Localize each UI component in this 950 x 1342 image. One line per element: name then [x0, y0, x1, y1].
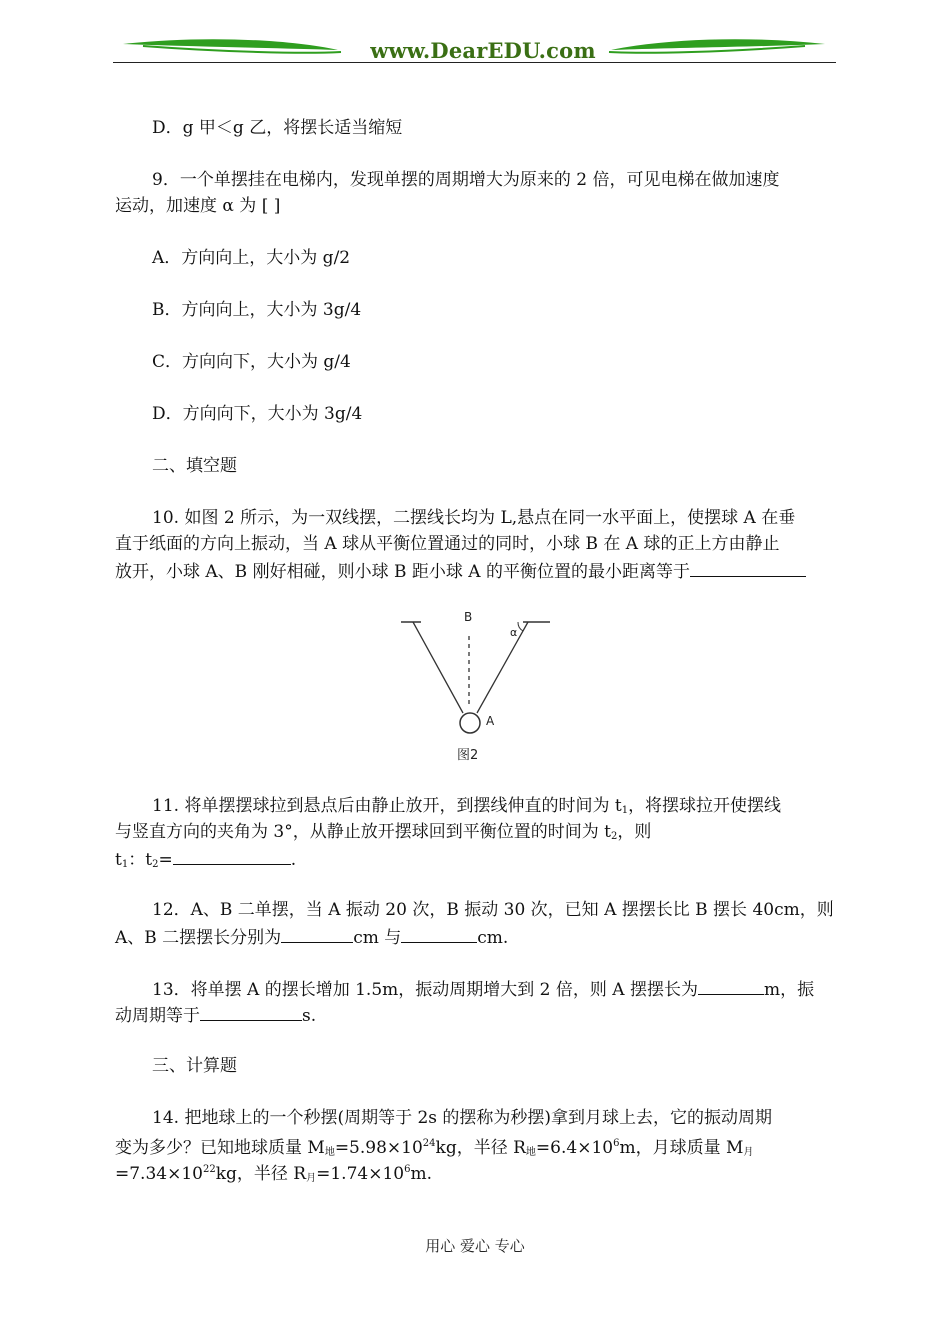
site-title: www.DearEDU.com: [370, 38, 596, 63]
q13-line2-part-a: 动周期等于: [115, 1006, 200, 1026]
q12-line2-part-b: cm 与: [353, 928, 402, 948]
label-angle-alpha: α: [510, 626, 518, 639]
q14-line3-part-a: =7.34×10: [115, 1164, 203, 1184]
q14-line2-part-b: =5.98×10: [334, 1138, 423, 1158]
q14-line3-sub-moon: 月: [306, 1173, 317, 1184]
q11-line1-sub: 1: [621, 805, 629, 816]
q9-option-d: D．方向向下，大小为 3g/4: [152, 404, 363, 424]
q11-answer-blank[interactable]: [173, 848, 291, 865]
q12-answer-blank-1[interactable]: [281, 926, 353, 943]
q11-line3-t: t: [115, 850, 122, 870]
q14-text-line2: [115, 1134, 753, 1163]
q14-line3-sup-22: 22: [202, 1164, 216, 1175]
q14-line2-sub-moon: 月: [743, 1147, 754, 1158]
label-ball-b: B: [464, 610, 473, 624]
q14-text-line1: 14. 把地球上的一个秒摆(周期等于 2s 的摆称为秒摆)拿到月球上去，它的振动周期: [152, 1108, 773, 1128]
q11-line2-part-a: 与竖直方向的夹角为 3°，从静止放开摆球回到平衡位置的时间为 t: [115, 822, 611, 842]
q13-line1-part-a: 13．将单摆 A 的摆长增加 1.5m，振动周期增大到 2 倍，则 A 摆摆长为: [152, 980, 698, 1000]
q10-text-line2: 直于纸面的方向上振动，当 A 球从平衡位置通过的同时，小球 B 在 A 球的正上方由静止: [115, 534, 780, 554]
q14-line3-part-b: kg，半径 R: [215, 1164, 307, 1184]
q14-line2-sub-earth: 地: [324, 1147, 335, 1158]
q12-text-line2: [115, 926, 508, 948]
q11-text-line2: [115, 822, 651, 847]
q12-line2-part-a: A、B 二摆摆长分别为: [115, 928, 282, 948]
q12-answer-blank-2[interactable]: [401, 926, 477, 943]
q11-text-line1: [152, 796, 781, 821]
q13-text-line1: [152, 978, 814, 1000]
q14-line3-part-c: =1.74×10: [316, 1164, 405, 1184]
header-banner: [113, 30, 836, 70]
q13-text-line2: [115, 1004, 316, 1026]
q9-option-c: C．方向向下，大小为 g/4: [152, 352, 351, 372]
q12-line2-part-c: cm.: [477, 928, 509, 948]
q13-line1-part-b: m，振: [763, 980, 815, 1000]
q9-text-line1: 9．一个单摆挂在电梯内，发现单摆的周期增大为原来的 2 倍，可见电梯在做加速度: [152, 170, 780, 190]
q14-line2-part-d: =6.4×10: [535, 1138, 614, 1158]
q14-line3-part-d: m.: [410, 1164, 432, 1184]
q11-line3-colon: ：t: [128, 850, 153, 870]
q14-line2-sub-earth-2: 地: [525, 1147, 536, 1158]
q11-line3-sub1: 1: [121, 859, 129, 870]
q10-text-line3-content: 放开，小球 A、B 刚好相碰，则小球 B 距小球 A 的平衡位置的最小距离等于: [115, 562, 690, 582]
q14-line3-sup-6: 6: [404, 1164, 411, 1175]
section-heading-calculation: 三、计算题: [152, 1056, 237, 1076]
q14-line2-sup-6: 6: [613, 1138, 620, 1149]
q14-line2-part-c: kg，半径 R: [435, 1138, 526, 1158]
q14-line2-part-e: m，月球质量 M: [619, 1138, 744, 1158]
q11-text-line3: [115, 848, 296, 875]
q14-text-line3: [115, 1160, 432, 1189]
q11-line2-sub: 2: [610, 831, 618, 842]
q10-answer-blank[interactable]: [690, 560, 806, 577]
q9-option-b: B．方向向上，大小为 3g/4: [152, 300, 362, 320]
q13-answer-blank-1[interactable]: [698, 978, 764, 995]
label-ball-a: A: [486, 714, 495, 728]
q14-line2-part-a: 变为多少？已知地球质量 M: [115, 1138, 325, 1158]
figure-2: [395, 606, 555, 766]
q11-line3-eq: =: [158, 850, 173, 870]
q9-text-line2: 运动，加速度 α 为 [ ]: [115, 196, 281, 216]
figure-caption: 图2: [457, 748, 479, 763]
q11-line3-end: .: [290, 850, 297, 870]
page-footer: 用心 爱心 专心: [425, 1237, 525, 1255]
q11-line3-sub2: 2: [152, 859, 159, 870]
section-heading-fill-blank: 二、填空题: [152, 456, 237, 476]
q10-text-line3: [115, 560, 806, 582]
q8-option-d: D．g 甲＜g 乙，将摆长适当缩短: [152, 118, 403, 138]
q9-option-a: A．方向向上，大小为 g/2: [152, 248, 351, 268]
q11-line1-part-a: 11. 将单摆摆球拉到悬点后由静止放开，到摆线伸直的时间为 t: [152, 796, 622, 816]
header-divider: [113, 62, 836, 63]
q14-line2-sup-24: 24: [422, 1138, 436, 1149]
q12-text-line1: 12．A、B 二单摆，当 A 振动 20 次，B 振动 30 次，已知 A 摆摆长比 B 摆长 40cm，则: [152, 900, 834, 920]
q13-answer-blank-2[interactable]: [200, 1004, 302, 1021]
double-pendulum-diagram: [395, 606, 555, 766]
q11-line1-part-b: ，将摆球拉开使摆线: [628, 796, 782, 816]
q13-line2-part-b: s.: [302, 1006, 317, 1026]
q11-line2-part-b: ，则: [617, 822, 652, 842]
q10-text-line1: 10. 如图 2 所示，为一双线摆，二摆线长均为 L,悬点在同一水平面上，使摆球 A 在垂: [152, 508, 796, 528]
